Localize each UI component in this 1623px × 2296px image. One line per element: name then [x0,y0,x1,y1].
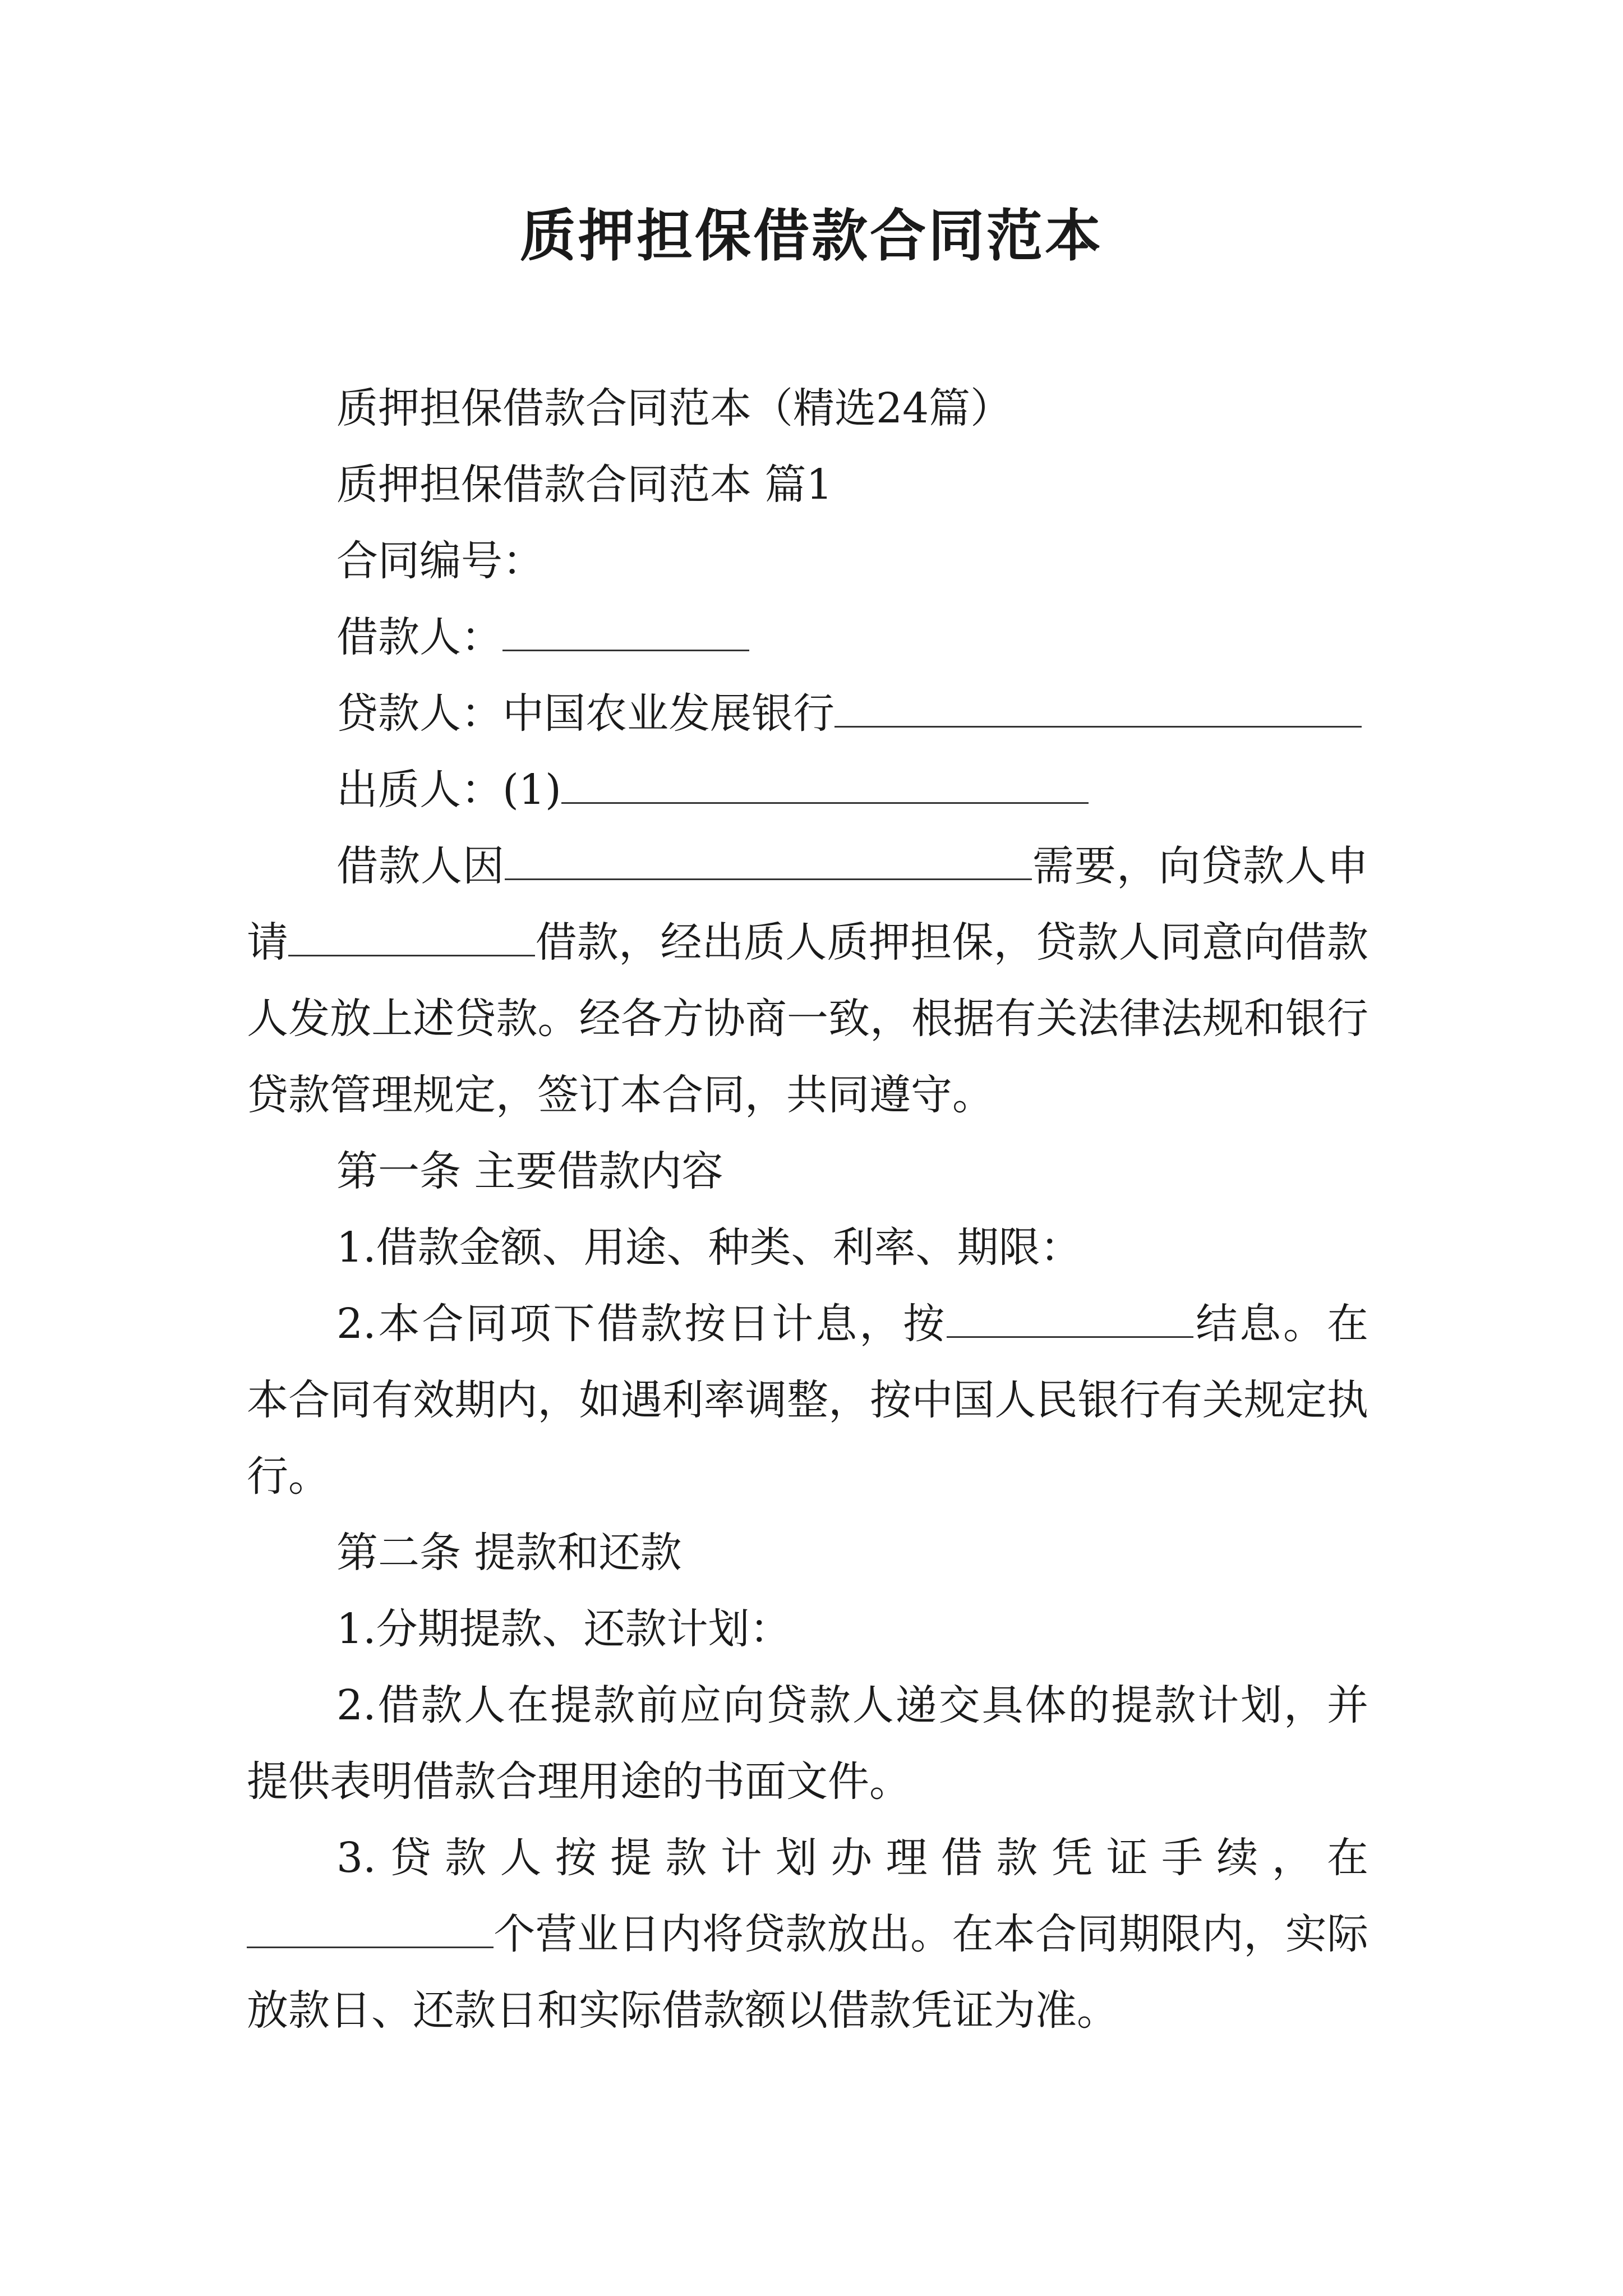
lender-label: 贷款人：中国农业发展银行 [336,689,834,738]
preamble-paragraph [247,828,1368,1133]
article2-item2 [247,1667,1368,1820]
borrower-blank[interactable] [502,610,749,651]
article2-heading [247,1515,1368,1591]
article2-item3 [247,1820,1368,2049]
document-title: 质押担保借款合同范本 [520,203,1103,269]
article2-item1-text: 1.分期提款、还款计划： [336,1605,791,1653]
contract-number-label: 合同编号： [336,537,544,585]
article1-item1-text: 1.借款金额、用途、种类、利率、期限： [336,1223,1082,1272]
contract-number-line [247,523,1368,599]
article1-item2-part2: 结息。在本合同有效期内，如遇利率调整，按中国人民银行有关规定执行。 [247,1300,1369,1501]
purpose-blank[interactable] [505,839,1032,880]
amount-blank[interactable] [288,915,535,956]
document-subtitle [247,370,1368,447]
preamble-part2: 需要，向贷款人申请 [247,842,1368,967]
section-heading [247,447,1368,523]
article1-heading-text: 第一条 主要借款内容 [336,1147,723,1195]
lender-line [247,675,1368,752]
subtitle-text: 质押担保借款合同范本（精选24篇） [336,384,1012,432]
article2-item2-text: 2.借款人在提款前应向贷款人递交具体的提款计划，并提供表明借款合理用途的书面文件。 [247,1681,1368,1806]
pledgor-line [247,752,1368,828]
article2-item3-part1: 3.贷款人按提款计划办理借款凭证手续，在 [336,1834,1368,1882]
section-heading-text: 质押担保借款合同范本 篇1 [336,461,833,509]
article2-item3-part2: 个营业日内将贷款放出。在本合同期限内，实际放款日、还款日和实际借款额以借款凭证为准。 [247,1910,1368,2035]
document-body [247,370,1368,2049]
article1-item2-part1: 2.本合同项下借款按日计息，按 [336,1300,947,1348]
article1-item2 [247,1286,1368,1515]
article2-item1 [247,1591,1368,1667]
preamble-part3: 借款，经出质人质押担保，贷款人同意向借款人发放上述贷款。经各方协商一致，根据有关法律法规和银行贷款管理规定，签订本合同，共同遵守。 [247,918,1369,1119]
interest-settlement-blank[interactable] [947,1297,1193,1338]
pledgor-blank[interactable] [561,763,1089,804]
lender-blank[interactable] [834,687,1362,728]
pledgor-label: 出质人：(1) [336,766,561,814]
article2-heading-text: 第二条 提款和还款 [336,1529,682,1577]
article1-heading [247,1133,1368,1209]
preamble-part1: 借款人因 [336,842,505,890]
borrower-line [247,599,1368,675]
borrower-label: 借款人： [336,613,502,661]
business-days-blank[interactable] [247,1907,494,1948]
article1-item1 [247,1209,1368,1286]
